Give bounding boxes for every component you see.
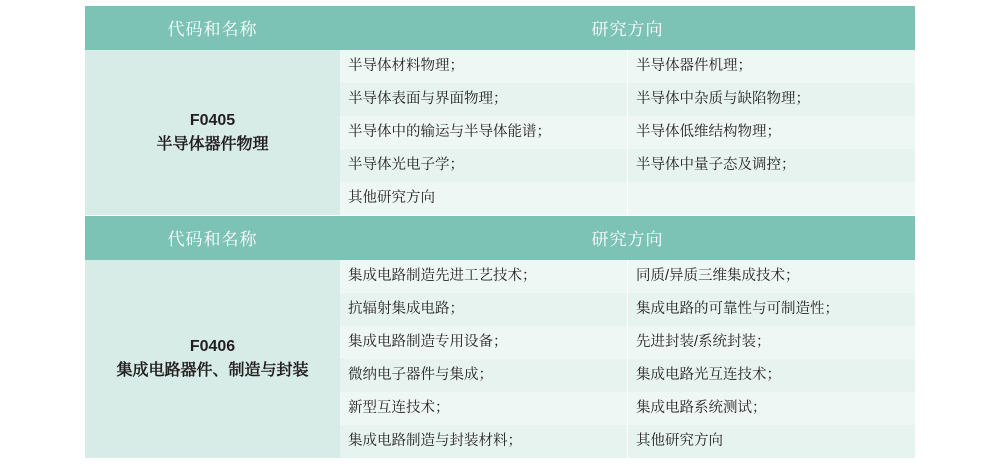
list-item: 半导体表面与界面物理； bbox=[340, 83, 627, 116]
table-header-row bbox=[85, 216, 915, 260]
code-name: 半导体器件物理 bbox=[156, 135, 269, 153]
directions-column-right bbox=[628, 50, 915, 215]
table-row bbox=[85, 50, 915, 215]
header-code-and-name: 代码和名称 bbox=[85, 216, 340, 260]
list-item: 半导体器件机理； bbox=[628, 50, 915, 83]
list-item: 半导体中的输运与半导体能谱； bbox=[340, 116, 627, 149]
code-cell bbox=[85, 50, 340, 215]
header-research-direction: 研究方向 bbox=[340, 6, 915, 50]
code-id: F0406 bbox=[189, 338, 236, 355]
directions-cell bbox=[340, 50, 915, 215]
table-header bbox=[85, 6, 915, 50]
directions-grid bbox=[340, 50, 915, 215]
code-id: F0405 bbox=[189, 111, 236, 129]
research-direction-table-f0406 bbox=[85, 216, 915, 458]
table bbox=[85, 6, 915, 215]
list-item: 同质/异质三维集成技术； bbox=[628, 260, 915, 293]
list-item: 新型互连技术； bbox=[340, 392, 627, 425]
list-item: 集成电路制造专用设备； bbox=[340, 326, 627, 359]
table-body bbox=[85, 260, 915, 458]
list-item: 集成电路光互连技术； bbox=[628, 359, 915, 392]
directions-grid bbox=[340, 260, 915, 458]
code-name: 集成电路器件、制造与封装 bbox=[116, 362, 309, 379]
directions-column-left bbox=[340, 50, 628, 215]
list-item: 集成电路的可靠性与可制造性； bbox=[628, 293, 915, 326]
list-item: 半导体光电子学； bbox=[340, 149, 627, 182]
list-item: 微纳电子器件与集成； bbox=[340, 359, 627, 392]
list-item bbox=[628, 182, 915, 215]
list-item: 半导体中量子态及调控； bbox=[628, 149, 915, 182]
list-item: 抗辐射集成电路； bbox=[340, 293, 627, 326]
list-item: 半导体中杂质与缺陷物理； bbox=[628, 83, 915, 116]
list-item: 集成电路制造先进工艺技术； bbox=[340, 260, 627, 293]
table-header-row bbox=[85, 6, 915, 50]
list-item: 集成电路系统测试； bbox=[628, 392, 915, 425]
directions-column-left bbox=[340, 260, 628, 458]
list-item: 其他研究方向 bbox=[340, 182, 627, 215]
table-row bbox=[85, 260, 915, 458]
table bbox=[85, 216, 915, 458]
header-code-and-name: 代码和名称 bbox=[85, 6, 340, 50]
table-header bbox=[85, 216, 915, 260]
list-item: 半导体材料物理； bbox=[340, 50, 627, 83]
list-item: 其他研究方向 bbox=[628, 425, 915, 458]
list-item: 集成电路制造与封装材料； bbox=[340, 425, 627, 458]
directions-column-right bbox=[628, 260, 915, 458]
list-item: 先进封装/系统封装； bbox=[628, 326, 915, 359]
research-direction-table-f0405 bbox=[85, 6, 915, 215]
directions-cell bbox=[340, 260, 915, 458]
table-body bbox=[85, 50, 915, 215]
header-research-direction: 研究方向 bbox=[340, 216, 915, 260]
code-cell bbox=[85, 260, 340, 458]
list-item: 半导体低维结构物理； bbox=[628, 116, 915, 149]
